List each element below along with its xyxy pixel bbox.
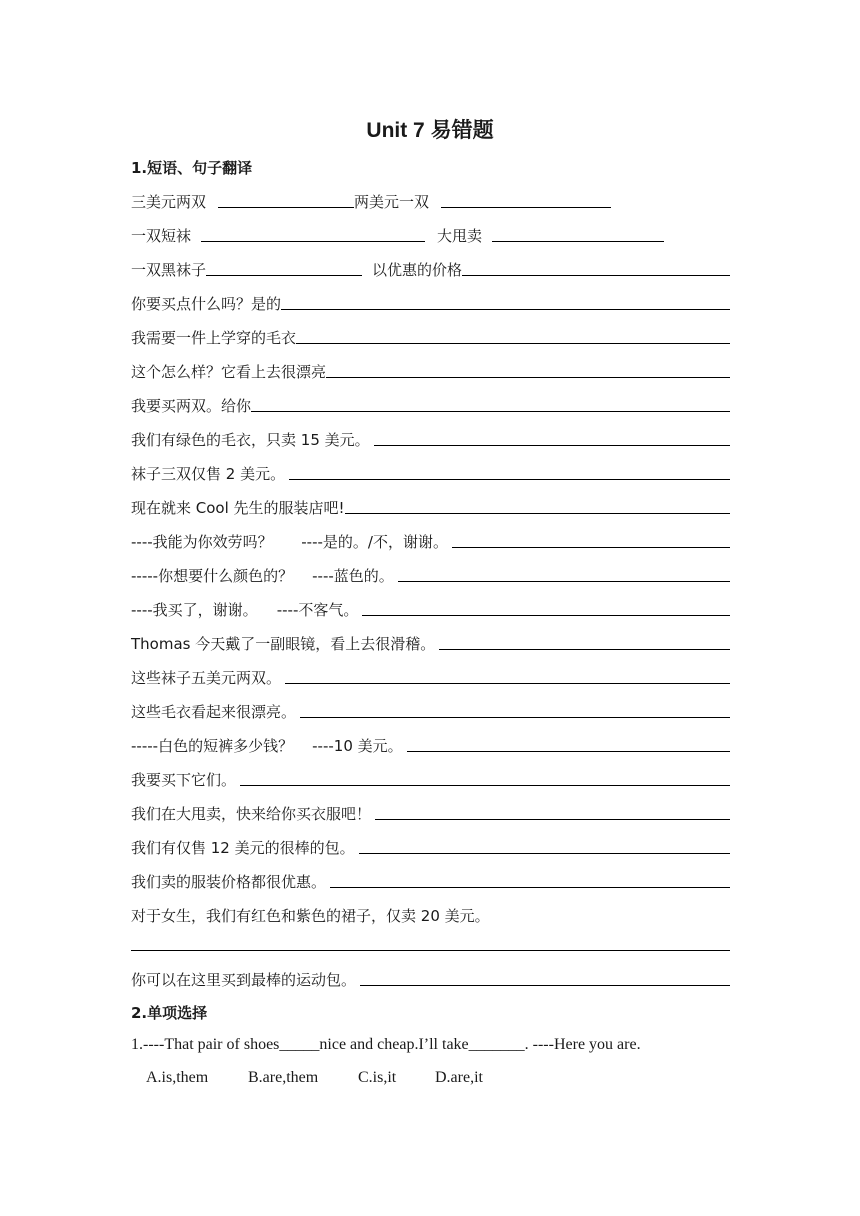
answer-blank[interactable]	[296, 343, 730, 344]
sentence-label: -----白色的短裤多少钱？ ----10 美元。	[131, 737, 403, 755]
sentence-label: 这些毛衣看起来很漂亮。	[131, 703, 297, 721]
sentence-label: 这个怎么样？它看上去很漂亮	[131, 363, 327, 381]
sentence-label: 我们在大甩卖，快来给你买衣服吧！	[131, 805, 372, 823]
translation-row-1	[131, 186, 730, 212]
translation-row	[131, 356, 730, 382]
phrase-label: 三美元两双	[131, 193, 207, 211]
section-2-heading: 2.单项选择	[131, 1004, 208, 1022]
answer-blank[interactable]	[359, 853, 730, 854]
translation-row	[131, 390, 730, 416]
option-d[interactable]: D.are,it	[435, 1069, 483, 1086]
answer-blank[interactable]	[439, 649, 730, 650]
answer-blank[interactable]	[289, 479, 730, 480]
translation-row-2	[131, 220, 730, 246]
answer-blank[interactable]	[326, 377, 730, 378]
answer-blank[interactable]	[452, 547, 730, 548]
translation-row	[131, 322, 730, 348]
sentence-label: 现在就来 Cool 先生的服装店吧!	[131, 499, 345, 517]
page-title: Unit 7 易错题	[366, 119, 494, 142]
answer-blank[interactable]	[206, 275, 362, 276]
sentence-label: 对于女生，我们有红色和紫色的裙子，仅卖 20 美元。	[131, 907, 490, 925]
option-c[interactable]: C.is,it	[358, 1069, 397, 1086]
answer-blank[interactable]	[492, 241, 664, 242]
translation-row	[131, 730, 730, 756]
phrase-label: 一双黑袜子	[131, 261, 207, 279]
option-b[interactable]: B.are,them	[248, 1069, 319, 1086]
translation-row	[131, 424, 730, 450]
translation-row-3	[131, 254, 730, 280]
translation-row	[131, 798, 730, 824]
answer-blank[interactable]	[251, 411, 730, 412]
question-1-options	[146, 1069, 483, 1087]
translation-row	[131, 866, 730, 892]
sentence-label: 你要买点什么吗？是的	[131, 295, 282, 313]
answer-blank[interactable]	[201, 241, 425, 242]
question-1: 1.----That pair of shoes_____nice and cheap.I’ll take_______. ----Here you are.	[131, 1036, 641, 1053]
sentence-label: ----我能为你效劳吗？ ----是的。/不，谢谢。	[131, 533, 448, 551]
answer-blank[interactable]	[441, 207, 611, 208]
phrase-label: 一双短袜	[131, 227, 192, 245]
translation-row	[131, 662, 730, 688]
answer-blank[interactable]	[285, 683, 730, 684]
section-1-heading: 1.短语、句子翻译	[131, 159, 253, 177]
answer-blank[interactable]	[218, 207, 354, 208]
answer-blank[interactable]	[300, 717, 730, 718]
sentence-label: 这些袜子五美元两双。	[131, 669, 282, 687]
phrase-label: 以优惠的价格	[372, 261, 463, 279]
sentence-label: 我们有仅售 12 美元的很棒的包。	[131, 839, 355, 857]
answer-blank[interactable]	[131, 950, 730, 951]
translation-row	[131, 964, 730, 990]
sentence-label: 我们有绿色的毛衣，只卖 15 美元。	[131, 431, 370, 449]
answer-blank[interactable]	[360, 985, 730, 986]
translation-row-long	[131, 900, 730, 926]
option-a[interactable]: A.is,them	[146, 1069, 209, 1086]
sentence-label: 我要买下它们。	[131, 771, 237, 789]
answer-blank[interactable]	[407, 751, 730, 752]
translation-row	[131, 560, 730, 586]
sentence-label: 我需要一件上学穿的毛衣	[131, 329, 297, 347]
sentence-label: 我要买两双。给你	[131, 397, 252, 415]
sentence-label: -----你想要什么颜色的？ ----蓝色的。	[131, 567, 394, 585]
translation-row	[131, 696, 730, 722]
answer-blank[interactable]	[374, 445, 730, 446]
translation-row	[131, 594, 730, 620]
phrase-label: 两美元一双	[354, 193, 430, 211]
phrase-label: 大甩卖	[437, 227, 483, 245]
translation-row	[131, 492, 730, 518]
answer-blank[interactable]	[345, 513, 730, 514]
sentence-label: ----我买了，谢谢。 ----不客气。	[131, 601, 359, 619]
answer-blank[interactable]	[462, 275, 730, 276]
answer-blank[interactable]	[375, 819, 730, 820]
translation-row	[131, 288, 730, 314]
sentence-label: 我们卖的服装价格都很优惠。	[131, 873, 327, 891]
sentence-label: Thomas 今天戴了一副眼镜，看上去很滑稽。	[131, 635, 436, 653]
answer-blank[interactable]	[281, 309, 730, 310]
translation-row	[131, 526, 730, 552]
translation-row	[131, 458, 730, 484]
answer-blank[interactable]	[330, 887, 730, 888]
translation-row	[131, 832, 730, 858]
translation-row	[131, 764, 730, 790]
answer-blank[interactable]	[398, 581, 730, 582]
sentence-label: 袜子三双仅售 2 美元。	[131, 465, 286, 483]
sentence-label: 你可以在这里买到最棒的运动包。	[131, 971, 357, 989]
answer-blank[interactable]	[362, 615, 730, 616]
translation-row	[131, 628, 730, 654]
answer-blank[interactable]	[240, 785, 730, 786]
